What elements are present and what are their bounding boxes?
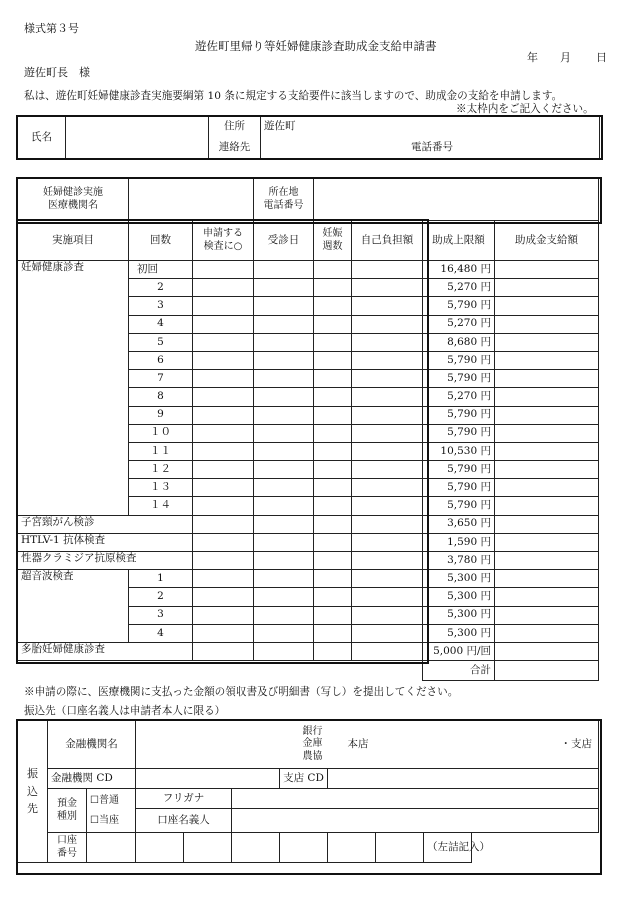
limit-amount: 5,000 円/回 — [423, 642, 495, 660]
limit-amount: 5,790 円 — [423, 424, 495, 442]
visit-date-field[interactable] — [254, 261, 314, 279]
payment-field[interactable] — [495, 642, 599, 660]
gestation-weeks-field[interactable] — [314, 552, 352, 570]
limit-amount: 5,790 円 — [423, 370, 495, 388]
branch-cd-label: 支店 CD — [280, 769, 328, 789]
exam-item: 超音波検査 — [18, 570, 129, 643]
gestation-weeks-field[interactable] — [314, 351, 352, 369]
apply-mark-field[interactable] — [193, 351, 254, 369]
exam-count: 1 — [129, 570, 193, 588]
current-checkbox[interactable]: ☐当座 — [90, 814, 119, 826]
receipt-note: ※申請の際に、医療機関に支払った金額の領収書及び明細書（写し）を提出してください。 — [24, 686, 459, 698]
limit-amount: 1,590 円 — [423, 533, 495, 551]
holder-field[interactable] — [232, 809, 599, 833]
apply-mark-field[interactable] — [193, 261, 254, 279]
self-pay-field[interactable] — [352, 497, 423, 515]
form-title: 遊佐町里帰り等妊婦健康診査助成金支給申請書 — [195, 39, 437, 53]
visit-date-field[interactable] — [254, 642, 314, 660]
apply-mark-field[interactable] — [193, 588, 254, 606]
limit-amount: 5,270 円 — [423, 279, 495, 297]
apply-mark-field[interactable] — [193, 333, 254, 351]
visit-date-field[interactable] — [254, 279, 314, 297]
contact-label: 連絡先 — [209, 138, 261, 159]
limit-amount: 5,270 円 — [423, 315, 495, 333]
apply-mark-field[interactable] — [193, 515, 254, 533]
exam-count: 2 — [129, 279, 193, 297]
applicant-table — [17, 116, 600, 159]
branch-cd-field[interactable] — [328, 769, 599, 789]
header-count: 回数 — [129, 221, 193, 261]
limit-amount: 10,530 円 — [423, 442, 495, 460]
apply-mark-field[interactable] — [193, 497, 254, 515]
header-date: 受診日 — [254, 221, 314, 261]
gestation-weeks-field[interactable] — [314, 424, 352, 442]
gestation-weeks-field[interactable] — [314, 388, 352, 406]
exam-count: １１ — [129, 442, 193, 460]
visit-date-field[interactable] — [254, 406, 314, 424]
gestation-weeks-field[interactable] — [314, 624, 352, 642]
self-pay-field[interactable] — [352, 624, 423, 642]
payment-field[interactable] — [495, 624, 599, 642]
self-pay-field[interactable] — [352, 279, 423, 297]
apply-mark-field[interactable] — [193, 315, 254, 333]
self-pay-field[interactable] — [352, 588, 423, 606]
visit-date-field[interactable] — [254, 424, 314, 442]
exam-count: 4 — [129, 315, 193, 333]
exam-item: 妊婦健康診査 — [18, 261, 129, 516]
header-payment: 助成金支給額 — [495, 221, 599, 261]
payment-field[interactable] — [495, 442, 599, 460]
total-label: 合計 — [423, 661, 495, 681]
apply-mark-field[interactable] — [193, 297, 254, 315]
exam-count: 5 — [129, 333, 193, 351]
visit-date-field[interactable] — [254, 497, 314, 515]
payment-field[interactable] — [495, 588, 599, 606]
payment-field[interactable] — [495, 424, 599, 442]
bank-side-label: 振 込 先 — [18, 721, 48, 863]
exam-count: 6 — [129, 351, 193, 369]
header-apply: 申請する 検査に○ — [193, 221, 254, 261]
visit-date-field[interactable] — [254, 461, 314, 479]
form-number: 様式第３号 — [24, 22, 79, 35]
inst-cd-field[interactable] — [136, 769, 280, 789]
apply-mark-field[interactable] — [193, 279, 254, 297]
visit-date-field[interactable] — [254, 570, 314, 588]
self-pay-field[interactable] — [352, 515, 423, 533]
account-digit-7[interactable] — [376, 833, 424, 863]
bank-name-field[interactable] — [136, 721, 328, 769]
account-number-label: 口座 番号 — [48, 833, 87, 863]
limit-amount: 5,790 円 — [423, 479, 495, 497]
limit-amount: 5,300 円 — [423, 624, 495, 642]
header-limit: 助成上限額 — [423, 221, 495, 261]
self-pay-field[interactable] — [352, 442, 423, 460]
apply-mark-field[interactable] — [193, 479, 254, 497]
apply-mark-field[interactable] — [193, 370, 254, 388]
payment-field[interactable] — [495, 479, 599, 497]
exam-item: HTLV-1 抗体検査 — [18, 533, 193, 551]
gestation-weeks-field[interactable] — [314, 370, 352, 388]
exam-count: 3 — [129, 297, 193, 315]
apply-mark-field[interactable] — [193, 624, 254, 642]
visit-date-field[interactable] — [254, 588, 314, 606]
exam-count: 3 — [129, 606, 193, 624]
deposit-type-options — [87, 789, 136, 833]
exam-count: 初回 — [129, 261, 193, 279]
table-row — [18, 515, 599, 533]
phone-field[interactable] — [261, 138, 600, 159]
limit-amount: 5,300 円 — [423, 606, 495, 624]
visit-date-field[interactable] — [254, 624, 314, 642]
address-field[interactable] — [261, 117, 600, 138]
holder-label: 口座名義人 — [136, 809, 232, 833]
account-digit-4[interactable] — [232, 833, 280, 863]
header-row — [18, 221, 599, 261]
bank-type-bank: 銀行 — [302, 725, 323, 737]
bank-type-shinkin: 金庫 — [302, 738, 323, 750]
self-pay-field[interactable] — [352, 406, 423, 424]
date-day: 日 — [596, 51, 607, 64]
self-pay-field[interactable] — [352, 351, 423, 369]
gestation-weeks-field[interactable] — [314, 406, 352, 424]
addressee: 遊佐町長 様 — [24, 66, 90, 79]
visit-date-field[interactable] — [254, 388, 314, 406]
branch-label: ・支店 — [560, 738, 592, 750]
self-pay-field[interactable] — [352, 315, 423, 333]
gestation-weeks-field[interactable] — [314, 497, 352, 515]
payment-field[interactable] — [495, 406, 599, 424]
self-pay-field[interactable] — [352, 261, 423, 279]
account-digit-2[interactable] — [136, 833, 184, 863]
header-self-pay: 自己負担額 — [352, 221, 423, 261]
apply-mark-field[interactable] — [193, 442, 254, 460]
branch-field[interactable] — [328, 721, 599, 769]
exam-item: 多胎妊婦健康診査 — [18, 642, 193, 660]
account-digit-5[interactable] — [280, 833, 328, 863]
limit-amount: 5,300 円 — [423, 570, 495, 588]
self-pay-field[interactable] — [352, 424, 423, 442]
left-fill-note: （左詰記入） — [424, 833, 472, 863]
ordinary-checkbox[interactable]: ☐普通 — [90, 794, 119, 806]
exam-count: 4 — [129, 624, 193, 642]
exam-count: 2 — [129, 588, 193, 606]
inst-cd-label: 金融機関 CD — [48, 769, 136, 789]
payment-field[interactable] — [495, 515, 599, 533]
institution-row — [18, 179, 599, 221]
phone-label: 電話番号 — [411, 140, 453, 153]
apply-mark-field[interactable] — [193, 570, 254, 588]
self-pay-field[interactable] — [352, 570, 423, 588]
furigana-label: フリガナ — [136, 789, 232, 809]
bank-inst-label: 金融機関名 — [48, 721, 136, 769]
payment-field[interactable] — [495, 333, 599, 351]
apply-mark-field[interactable] — [193, 388, 254, 406]
payment-field[interactable] — [495, 552, 599, 570]
table-row — [18, 552, 599, 570]
apply-mark-field[interactable] — [193, 642, 254, 660]
limit-amount: 5,790 円 — [423, 297, 495, 315]
payment-field[interactable] — [495, 533, 599, 551]
payment-field[interactable] — [495, 388, 599, 406]
exam-item: 性器クラミジア抗原検査 — [18, 552, 193, 570]
bank-heading: 振込先（口座名義人は申請者本人に限る） — [24, 705, 226, 717]
apply-mark-field[interactable] — [193, 552, 254, 570]
visit-date-field[interactable] — [254, 479, 314, 497]
limit-amount: 5,790 円 — [423, 406, 495, 424]
institution-name-field[interactable] — [129, 179, 254, 221]
gestation-weeks-field[interactable] — [314, 570, 352, 588]
self-pay-field[interactable] — [352, 370, 423, 388]
total-row — [18, 661, 599, 681]
visit-date-field[interactable] — [254, 370, 314, 388]
table-row — [18, 261, 599, 279]
limit-amount: 5,790 円 — [423, 351, 495, 369]
furigana-field[interactable] — [232, 789, 599, 809]
institution-name-label: 妊婦健診実施 医療機関名 — [18, 179, 129, 221]
limit-amount: 5,300 円 — [423, 588, 495, 606]
self-pay-field[interactable] — [352, 533, 423, 551]
limit-amount: 8,680 円 — [423, 333, 495, 351]
table-row — [18, 642, 599, 660]
payment-field[interactable] — [495, 297, 599, 315]
visit-date-field[interactable] — [254, 515, 314, 533]
self-pay-field[interactable] — [352, 606, 423, 624]
payment-field[interactable] — [495, 570, 599, 588]
visit-date-field[interactable] — [254, 442, 314, 460]
gestation-weeks-field[interactable] — [314, 515, 352, 533]
table-row — [18, 570, 599, 588]
total-spacer — [18, 661, 423, 681]
visit-date-field[interactable] — [254, 333, 314, 351]
total-field[interactable] — [495, 661, 599, 681]
name-label: 氏名 — [18, 117, 66, 159]
header-weeks: 妊娠 週数 — [314, 221, 352, 261]
town-name: 遊佐町 — [264, 120, 296, 133]
gestation-weeks-field[interactable] — [314, 297, 352, 315]
exam-count: １３ — [129, 479, 193, 497]
exam-count: １４ — [129, 497, 193, 515]
exam-count: 8 — [129, 388, 193, 406]
payment-field[interactable] — [495, 461, 599, 479]
institution-location-field[interactable] — [314, 179, 599, 221]
limit-amount: 5,270 円 — [423, 388, 495, 406]
address-label: 住所 — [209, 117, 261, 138]
gestation-weeks-field[interactable] — [314, 479, 352, 497]
account-digit-1[interactable] — [87, 833, 136, 863]
payment-field[interactable] — [495, 497, 599, 515]
visit-date-field[interactable] — [254, 606, 314, 624]
payment-field[interactable] — [495, 279, 599, 297]
limit-amount: 3,650 円 — [423, 515, 495, 533]
gestation-weeks-field[interactable] — [314, 261, 352, 279]
exam-count: １２ — [129, 461, 193, 479]
bank-table — [17, 720, 599, 863]
apply-mark-field[interactable] — [193, 606, 254, 624]
exam-table — [17, 178, 599, 681]
account-digit-3[interactable] — [184, 833, 232, 863]
exam-count: １０ — [129, 424, 193, 442]
gestation-weeks-field[interactable] — [314, 333, 352, 351]
limit-amount: 16,480 円 — [423, 261, 495, 279]
gestation-weeks-field[interactable] — [314, 315, 352, 333]
apply-mark-field[interactable] — [193, 406, 254, 424]
header-item: 実施項目 — [18, 221, 129, 261]
exam-item: 子宮頸がん検診 — [18, 515, 193, 533]
bank-type-nokyo: 農協 — [302, 750, 323, 762]
payment-field[interactable] — [495, 261, 599, 279]
self-pay-field[interactable] — [352, 461, 423, 479]
self-pay-field[interactable] — [352, 642, 423, 660]
deposit-type-label: 預金 種別 — [48, 789, 87, 833]
apply-mark-field[interactable] — [193, 424, 254, 442]
date-month: 月 — [560, 51, 571, 64]
exam-count: 7 — [129, 370, 193, 388]
gestation-weeks-field[interactable] — [314, 606, 352, 624]
payment-field[interactable] — [495, 351, 599, 369]
self-pay-field[interactable] — [352, 388, 423, 406]
limit-amount: 5,790 円 — [423, 461, 495, 479]
gestation-weeks-field[interactable] — [314, 461, 352, 479]
gestation-weeks-field[interactable] — [314, 279, 352, 297]
payment-field[interactable] — [495, 370, 599, 388]
visit-date-field[interactable] — [254, 533, 314, 551]
limit-amount: 3,780 円 — [423, 552, 495, 570]
date-year: 年 — [527, 51, 538, 64]
gestation-weeks-field[interactable] — [314, 588, 352, 606]
gestation-weeks-field[interactable] — [314, 533, 352, 551]
payment-field[interactable] — [495, 315, 599, 333]
name-field[interactable] — [66, 117, 209, 159]
self-pay-field[interactable] — [352, 297, 423, 315]
gestation-weeks-field[interactable] — [314, 442, 352, 460]
limit-amount: 5,790 円 — [423, 497, 495, 515]
table-row — [18, 533, 599, 551]
exam-count: 9 — [129, 406, 193, 424]
head-office-label: 本店 — [347, 738, 369, 750]
self-pay-field[interactable] — [352, 552, 423, 570]
visit-date-field[interactable] — [254, 315, 314, 333]
gestation-weeks-field[interactable] — [314, 642, 352, 660]
institution-location-label: 所在地 電話番号 — [254, 179, 314, 221]
apply-mark-field[interactable] — [193, 461, 254, 479]
visit-date-field[interactable] — [254, 297, 314, 315]
apply-mark-field[interactable] — [193, 533, 254, 551]
bold-frame-note: ※太枠内をご記入ください。 — [456, 103, 594, 115]
account-digit-6[interactable] — [328, 833, 376, 863]
self-pay-field[interactable] — [352, 333, 423, 351]
visit-date-field[interactable] — [254, 552, 314, 570]
statement: 私は、遊佐町妊婦健康診査実施要綱第 10 条に規定する支給要件に該当しますので、助成金の支給を申請します。 — [24, 90, 563, 102]
self-pay-field[interactable] — [352, 479, 423, 497]
payment-field[interactable] — [495, 606, 599, 624]
visit-date-field[interactable] — [254, 351, 314, 369]
